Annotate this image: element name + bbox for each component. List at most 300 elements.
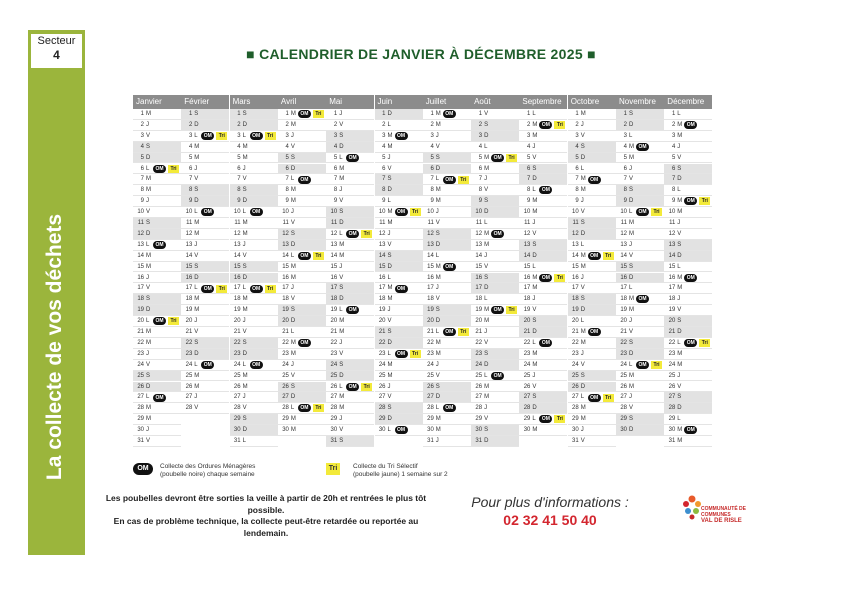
weekday-letter: L xyxy=(242,132,246,139)
day-cell xyxy=(230,316,278,327)
day-number: 23 xyxy=(572,350,579,357)
day-cell xyxy=(230,392,278,403)
day-cell xyxy=(568,316,616,327)
weekday-letter: M xyxy=(580,111,586,117)
day-cell xyxy=(326,327,374,338)
day-cell xyxy=(278,196,326,207)
day-number: 25 xyxy=(475,372,483,379)
day-number: 30 xyxy=(572,427,579,434)
day-number: 14 xyxy=(233,252,241,259)
day-number: 24 xyxy=(427,361,434,368)
weekday-letter: M xyxy=(290,263,296,270)
day-number: 6 xyxy=(140,165,144,172)
day-cell xyxy=(664,349,712,360)
tri-collection-badge: Tri xyxy=(313,404,324,412)
day-number: 1 xyxy=(237,111,241,117)
day-cell xyxy=(664,164,712,175)
tri-collection-badge: Tri xyxy=(313,252,324,260)
day-cell xyxy=(471,316,519,327)
day-cell xyxy=(133,229,181,240)
om-collection-badge: OM xyxy=(153,394,166,402)
day-number: 16 xyxy=(185,274,193,281)
day-number: 12 xyxy=(330,230,338,237)
weekday-letter: J xyxy=(194,318,198,325)
day-number: 8 xyxy=(188,187,193,194)
day-number: 13 xyxy=(427,241,434,248)
day-cell xyxy=(471,414,519,425)
weekday-letter: S xyxy=(387,405,392,412)
weekday-letter: M xyxy=(435,198,441,205)
day-number: 18 xyxy=(572,296,579,303)
day-cell xyxy=(326,262,374,273)
tri-collection-badge: Tri xyxy=(458,328,469,336)
day-number: 30 xyxy=(475,427,483,434)
day-number: 28 xyxy=(668,405,676,412)
weekday-letter: M xyxy=(532,350,538,357)
day-number: 21 xyxy=(233,329,241,335)
tri-collection-badge: Tri xyxy=(410,208,421,216)
day-cell xyxy=(133,207,181,218)
weekday-letter: V xyxy=(435,143,440,150)
weekday-letter: S xyxy=(242,111,247,117)
weekday-letter: D xyxy=(146,383,151,390)
weekday-letter: S xyxy=(339,285,344,292)
day-cell xyxy=(568,371,616,382)
day-number: 23 xyxy=(185,350,193,357)
day-number: 2 xyxy=(430,121,434,128)
day-cell xyxy=(278,142,326,153)
day-number: 24 xyxy=(523,361,531,368)
weekday-letter: M xyxy=(339,318,345,325)
weekday-letter: D xyxy=(290,241,296,248)
day-number: 26 xyxy=(572,383,579,390)
weekday-letter: L xyxy=(290,329,295,335)
month-header: Juin xyxy=(375,95,423,109)
day-number: 5 xyxy=(430,154,434,161)
weekday-letter: M xyxy=(146,329,151,335)
day-cell xyxy=(326,218,374,229)
weekday-letter: D xyxy=(194,198,199,205)
day-number: 22 xyxy=(282,339,289,346)
day-number: 20 xyxy=(282,318,289,325)
day-cell xyxy=(471,283,519,294)
day-number: 1 xyxy=(188,111,193,117)
day-number: 18 xyxy=(137,296,144,303)
day-number: 11 xyxy=(669,220,676,226)
sidebar xyxy=(28,30,85,555)
day-number: 6 xyxy=(575,165,579,172)
weekday-letter: L xyxy=(580,241,585,248)
day-cell xyxy=(278,283,326,294)
day-number: 5 xyxy=(575,154,579,161)
day-cell xyxy=(519,131,567,142)
day-cell xyxy=(471,164,519,175)
day-cell xyxy=(375,403,423,414)
day-number: 4 xyxy=(575,143,579,150)
weekday-letter: M xyxy=(677,132,683,139)
day-cell xyxy=(616,382,664,393)
day-cell xyxy=(133,164,181,175)
day-cell xyxy=(133,262,181,273)
day-number: 2 xyxy=(333,121,338,128)
day-cell xyxy=(278,392,326,403)
weekday-letter: M xyxy=(677,274,683,281)
day-number: 22 xyxy=(475,339,483,346)
weekday-letter: J xyxy=(580,198,584,205)
weekday-letter: L xyxy=(146,241,150,248)
weekday-letter: V xyxy=(677,154,682,161)
weekday-letter: L xyxy=(194,209,198,216)
day-cell xyxy=(181,371,229,382)
tri-collection-badge: Tri xyxy=(651,208,662,216)
day-number: 26 xyxy=(475,383,483,390)
weekday-letter: S xyxy=(629,339,634,346)
legend-om-line2: (poubelle noire) chaque semaine xyxy=(160,471,255,478)
weekday-letter: S xyxy=(580,296,585,303)
day-number: 26 xyxy=(620,383,627,390)
day-cell xyxy=(471,240,519,251)
day-number: 3 xyxy=(527,132,531,139)
day-number: 7 xyxy=(623,176,627,183)
weekday-letter: D xyxy=(146,154,151,161)
day-number: 27 xyxy=(523,394,531,401)
day-cell xyxy=(664,327,712,338)
day-number: 2 xyxy=(140,121,144,128)
day-cell xyxy=(568,305,616,316)
day-cell xyxy=(326,338,374,349)
om-collection-badge: OM xyxy=(201,361,214,369)
day-number: 4 xyxy=(382,143,386,150)
day-cell xyxy=(519,316,567,327)
tri-collection-badge: Tri xyxy=(651,361,662,369)
weekday-letter: D xyxy=(484,361,489,368)
day-cell xyxy=(423,316,471,327)
weekday-letter: S xyxy=(484,274,489,281)
om-collection-badge: OM xyxy=(491,306,504,314)
om-collection-badge: OM xyxy=(250,361,263,369)
weekday-letter: M xyxy=(580,416,586,423)
day-cell xyxy=(181,196,229,207)
weekday-letter: M xyxy=(677,350,683,357)
day-number: 5 xyxy=(527,154,531,161)
day-cell xyxy=(471,185,519,196)
day-number: 6 xyxy=(478,165,483,172)
day-cell xyxy=(568,185,616,196)
weekday-letter: S xyxy=(435,383,440,390)
day-cell xyxy=(423,382,471,393)
day-number: 3 xyxy=(140,132,144,139)
day-number: 25 xyxy=(185,372,193,379)
day-number: 2 xyxy=(188,121,193,128)
day-cell xyxy=(568,120,616,131)
weekday-letter: L xyxy=(677,187,681,194)
day-cell xyxy=(568,414,616,425)
tri-collection-badge: Tri xyxy=(506,154,517,162)
weekday-letter: M xyxy=(194,372,200,379)
weekday-letter: M xyxy=(484,241,490,248)
day-number: 14 xyxy=(330,252,338,259)
day-cell xyxy=(181,294,229,305)
day-number: 2 xyxy=(382,121,386,128)
day-cell xyxy=(616,349,664,360)
om-collection-badge: OM xyxy=(346,383,359,391)
day-cell xyxy=(230,414,278,425)
weekday-letter: D xyxy=(677,329,682,335)
weekday-letter: L xyxy=(290,252,295,259)
day-cell xyxy=(230,283,278,294)
day-number: 18 xyxy=(330,296,338,303)
day-cell xyxy=(230,229,278,240)
day-number: 15 xyxy=(427,263,434,270)
day-cell xyxy=(375,131,423,142)
phone-number[interactable]: 02 32 41 50 40 xyxy=(503,512,597,528)
weekday-letter: S xyxy=(629,187,634,194)
weekday-letter: J xyxy=(677,372,681,379)
day-number: 16 xyxy=(330,274,338,281)
om-collection-badge: OM xyxy=(201,285,214,293)
day-number: 13 xyxy=(668,241,676,248)
weekday-letter: D xyxy=(339,220,344,226)
weekday-letter: V xyxy=(484,111,489,117)
day-cell xyxy=(519,425,567,436)
day-number: 16 xyxy=(233,274,241,281)
weekday-letter: M xyxy=(532,198,538,205)
day-cell xyxy=(423,436,471,447)
day-cell xyxy=(375,305,423,316)
day-cell xyxy=(616,218,664,229)
day-number: 8 xyxy=(527,187,531,194)
day-cell xyxy=(423,349,471,360)
day-cell xyxy=(181,262,229,273)
day-cell xyxy=(326,360,374,371)
weekday-letter: V xyxy=(484,416,489,423)
weekday-letter: V xyxy=(290,372,295,379)
day-number: 31 xyxy=(233,438,241,444)
weekday-letter: M xyxy=(290,427,296,434)
day-number: 8 xyxy=(237,187,241,194)
weekday-letter: D xyxy=(339,372,344,379)
weekday-letter: M xyxy=(387,220,393,226)
day-number: 3 xyxy=(623,132,627,139)
day-number: 24 xyxy=(233,361,241,368)
day-cell xyxy=(664,251,712,262)
day-cell xyxy=(375,174,423,185)
day-number: 9 xyxy=(333,198,338,205)
day-number: 9 xyxy=(575,198,579,205)
weekday-letter: L xyxy=(532,187,536,194)
day-cell xyxy=(375,240,423,251)
day-cell xyxy=(471,338,519,349)
weekday-letter: V xyxy=(146,285,151,292)
weekday-letter: S xyxy=(677,165,682,172)
day-number: 21 xyxy=(572,329,579,335)
day-number: 1 xyxy=(575,111,579,117)
day-cell xyxy=(133,283,181,294)
weekday-letter: J xyxy=(146,427,149,434)
weekday-letter: J xyxy=(242,165,246,172)
weekday-letter: L xyxy=(484,143,488,150)
day-cell xyxy=(181,142,229,153)
weekday-letter: J xyxy=(435,209,439,216)
day-cell xyxy=(375,218,423,229)
day-cell xyxy=(375,283,423,294)
day-cell xyxy=(278,316,326,327)
day-cell xyxy=(133,327,181,338)
weekday-letter: V xyxy=(146,209,151,216)
weekday-letter: V xyxy=(339,274,344,281)
weekday-letter: M xyxy=(290,187,296,194)
weekday-letter: M xyxy=(484,165,490,172)
day-cell xyxy=(278,131,326,142)
day-number: 7 xyxy=(478,176,483,183)
day-number: 13 xyxy=(572,241,579,248)
tri-collection-badge: Tri xyxy=(168,317,179,325)
day-cell xyxy=(519,207,567,218)
info-label: Pour plus d'informations : xyxy=(471,494,629,510)
day-number: 22 xyxy=(620,339,627,346)
day-cell xyxy=(230,403,278,414)
day-number: 4 xyxy=(671,143,676,150)
day-cell xyxy=(568,273,616,284)
om-collection-badge: OM xyxy=(250,132,263,140)
day-number: 15 xyxy=(330,263,338,270)
day-cell xyxy=(423,109,471,120)
day-cell xyxy=(326,382,374,393)
logo-line2: VAL DE RISLE xyxy=(701,518,742,524)
om-collection-badge: OM xyxy=(443,404,456,412)
weekday-letter: M xyxy=(290,121,296,128)
day-cell xyxy=(181,185,229,196)
weekday-letter: J xyxy=(242,394,246,401)
day-cell xyxy=(326,273,374,284)
weekday-letter: S xyxy=(339,209,344,216)
weekday-letter: D xyxy=(532,252,537,259)
day-number: 11 xyxy=(427,220,434,226)
notice-line1: Les poubelles devront être sorties la veille à partir de 20h et rentrées le plus tôt possible. xyxy=(105,493,427,515)
weekday-letter: M xyxy=(484,230,490,237)
day-cell xyxy=(133,294,181,305)
day-number: 28 xyxy=(427,405,434,412)
day-cell xyxy=(471,392,519,403)
weekday-letter: M xyxy=(435,111,441,117)
day-number: 16 xyxy=(620,274,627,281)
day-number: 20 xyxy=(185,318,193,325)
day-cell xyxy=(181,382,229,393)
weekday-letter: D xyxy=(435,165,441,172)
day-cell xyxy=(568,229,616,240)
weekday-letter: M xyxy=(435,427,441,434)
weekday-letter: M xyxy=(580,263,586,270)
day-cell xyxy=(568,218,616,229)
day-number: 23 xyxy=(668,350,676,357)
weekday-letter: L xyxy=(629,361,633,368)
day-number: 5 xyxy=(285,154,289,161)
day-cell xyxy=(471,142,519,153)
om-collection-badge: OM xyxy=(346,230,359,238)
weekday-letter: V xyxy=(290,220,295,226)
weekday-letter: S xyxy=(242,416,247,423)
day-number: 12 xyxy=(427,230,434,237)
weekday-letter: V xyxy=(580,285,585,292)
day-number: 20 xyxy=(523,318,531,325)
day-cell xyxy=(326,414,374,425)
weekday-letter: L xyxy=(580,165,585,172)
weekday-letter: M xyxy=(484,318,490,325)
weekday-letter: J xyxy=(435,132,439,139)
day-number: 13 xyxy=(620,241,627,248)
day-number: 15 xyxy=(475,263,483,270)
day-cell xyxy=(326,153,374,164)
weekday-letter: D xyxy=(629,350,634,357)
day-cell xyxy=(616,294,664,305)
day-cell xyxy=(519,218,567,229)
day-number: 28 xyxy=(620,405,627,412)
weekday-letter: M xyxy=(435,187,441,194)
day-cell xyxy=(471,109,519,120)
day-cell xyxy=(133,185,181,196)
day-number: 17 xyxy=(427,285,434,292)
day-cell xyxy=(568,109,616,120)
weekday-letter: J xyxy=(146,350,149,357)
day-number: 14 xyxy=(185,252,193,259)
weekday-letter: M xyxy=(435,121,441,128)
weekday-letter: M xyxy=(484,154,490,161)
day-number: 4 xyxy=(527,143,531,150)
weekday-letter: S xyxy=(242,187,247,194)
weekday-letter: J xyxy=(629,394,632,401)
day-cell xyxy=(471,273,519,284)
day-number: 8 xyxy=(382,187,386,194)
day-cell xyxy=(664,185,712,196)
day-cell xyxy=(230,131,278,142)
day-cell xyxy=(423,294,471,305)
weekday-letter: M xyxy=(435,350,441,357)
weekday-letter: D xyxy=(290,318,296,325)
weekday-letter: S xyxy=(146,372,151,379)
day-number: 8 xyxy=(671,187,676,194)
day-cell xyxy=(326,251,374,262)
weekday-letter: S xyxy=(194,187,199,194)
weekday-letter: S xyxy=(677,318,682,325)
day-number: 13 xyxy=(330,241,338,248)
day-cell xyxy=(616,196,664,207)
day-cell xyxy=(326,283,374,294)
day-number: 21 xyxy=(475,329,483,335)
weekday-letter: J xyxy=(677,296,681,303)
day-number: 20 xyxy=(572,318,579,325)
day-number: 6 xyxy=(285,165,289,172)
day-number: 18 xyxy=(282,296,289,303)
day-cell xyxy=(519,338,567,349)
day-cell xyxy=(423,240,471,251)
day-cell xyxy=(568,392,616,403)
weekday-letter: D xyxy=(290,165,296,172)
weekday-letter: L xyxy=(484,220,488,226)
om-collection-badge: OM xyxy=(298,252,311,260)
weekday-letter: L xyxy=(435,405,440,412)
om-collection-badge: OM xyxy=(539,415,552,423)
weekday-letter: J xyxy=(484,252,488,259)
page-title: ■ CALENDRIER DE JANVIER À DÉCEMBRE 2025 ■ xyxy=(246,46,596,62)
weekday-letter: V xyxy=(387,241,392,248)
weekday-letter: M xyxy=(387,296,393,303)
weekday-letter: S xyxy=(290,383,295,390)
day-number: 26 xyxy=(330,383,338,390)
weekday-letter: D xyxy=(532,329,537,335)
om-collection-badge: OM xyxy=(636,295,649,303)
weekday-letter: V xyxy=(532,230,537,237)
day-number: 9 xyxy=(623,198,627,205)
